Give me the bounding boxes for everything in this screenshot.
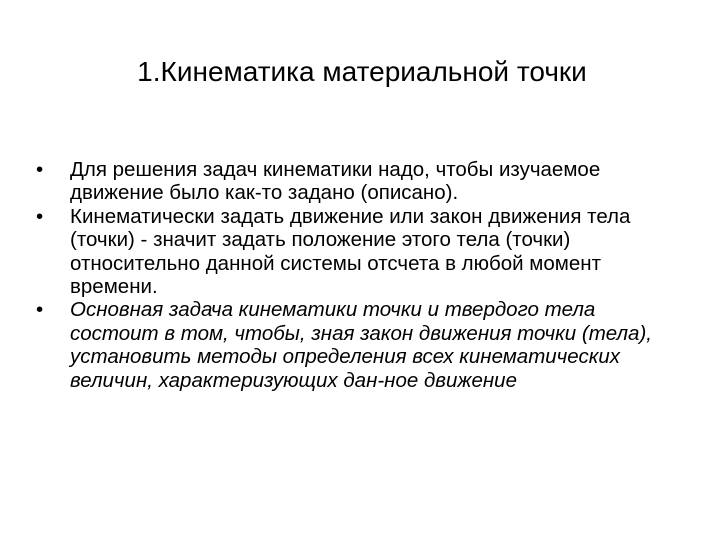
- bullet-icon: •: [36, 158, 44, 181]
- bullet-list: [36, 158, 686, 392]
- slide-title: 1.Кинематика материальной точки: [137, 56, 587, 87]
- bullet-item: [36, 158, 686, 205]
- bullet-text: Для решения задач кинематики надо, чтобы изучаемое движение было как-то задано (описано).: [70, 158, 601, 205]
- bullet-icon: •: [36, 298, 44, 322]
- bullet-item: [36, 298, 686, 392]
- bullet-text: Основная задача кинематики точки и твердого тела состоит в том, чтобы, зная закон движения точки (тела), установить методы определения всех кинематических величин, характеризующих дан-ное движение: [70, 298, 652, 392]
- bullet-item: [36, 205, 686, 299]
- bullet-icon: •: [36, 204, 44, 228]
- bullet-text: Кинематически задать движение или закон движения тела (точки) - значит задать положение этого тела (точки) относительно данной системы отсчета в любой момент времени.: [70, 204, 631, 299]
